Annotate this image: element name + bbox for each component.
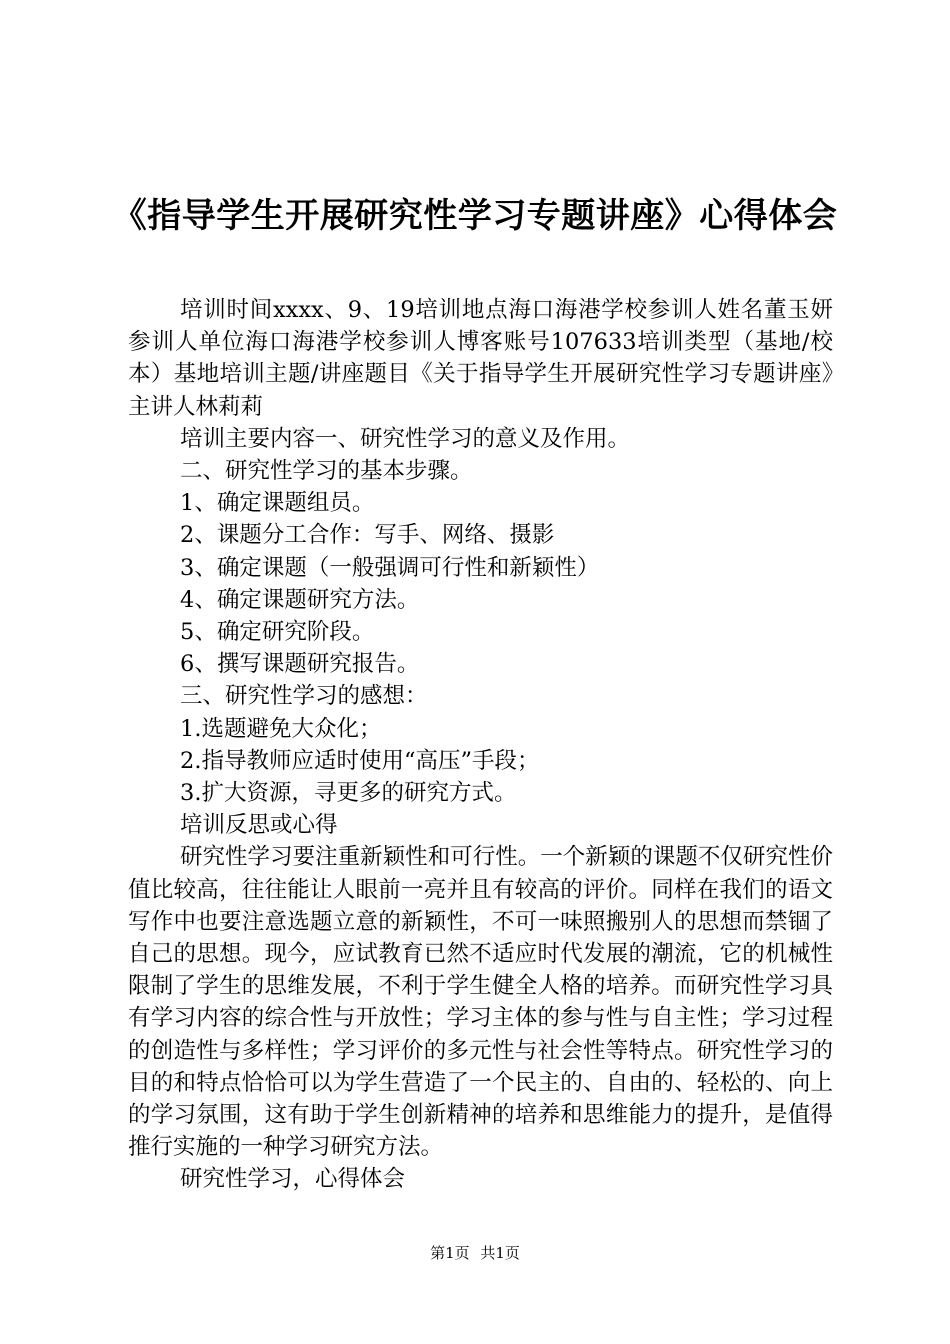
page-total: 共1页: [480, 1244, 520, 1262]
step-item: 2、课题分工合作：写手、网络、摄影: [180, 522, 555, 549]
step-item: 3、确定课题（一般强调可行性和新颖性）: [180, 554, 600, 581]
document-title: 《指导学生开展研究性学习专题讲座》心得体会: [112, 196, 838, 236]
step-item: 5、确定研究阶段。: [180, 619, 375, 646]
reflection-item: 1.选题避免大众化；: [180, 715, 382, 742]
reflection-paragraph: 研究性学习要注重新颖性和可行性。一个新颖的课题不仅研究性价值比较高，往往能让人眼前一亮并且有较高的评价。同样在我们的语文写作中也要注意选题立意的新颖性，不可一味照搬别人的思想而禁锢了自己的思想。现今，应试教育已然不适应时代发展的潮流，它的机械性限制了学生的思维发展，不利于学生健全人格的培养。而研究性学习具有学习内容的综合性与开放性；学习主体的参与性与自主性；学习过程的创造性与多样性；学习评价的多元性与社会性等特点。研究性学习的目的和特点恰恰可以为学生营造了一个民主的、自由的、轻松的、向上的学习氛围，这有助于学生创新精神的培养和思维能力的提升，是值得推行实施的一种学习研究方法。: [128, 844, 833, 1161]
step-item: 6、撰写课题研究报告。: [180, 651, 420, 678]
section-two-heading: 二、研究性学习的基本步骤。: [180, 458, 473, 485]
main-content-heading: 培训主要内容一、研究性学习的意义及作用。: [180, 425, 631, 452]
page-footer: [0, 1243, 950, 1263]
step-item: 1、确定课题组员。: [180, 490, 375, 517]
page-number: 第1页: [430, 1244, 470, 1262]
document-body: [128, 294, 833, 1196]
reflection-item: 2.指导教师应适时使用“高压”手段；: [180, 747, 540, 774]
training-info-paragraph: 培训时间xxxx、9、19培训地点海口海港学校参训人姓名董玉妍参训人单位海口海港学校参训人博客账号107633培训类型（基地/校本）基地培训主题/讲座题目《关于指导学生开展研究性学习专题讲座》主讲人林莉莉: [128, 297, 833, 420]
section-three-heading: 三、研究性学习的感想：: [180, 683, 428, 710]
keywords-line: 研究性学习，心得体会: [180, 1166, 406, 1193]
reflection-heading: 培训反思或心得: [180, 812, 338, 839]
reflection-item: 3.扩大资源，寻更多的研究方式。: [180, 780, 517, 807]
step-item: 4、确定课题研究方法。: [180, 586, 420, 613]
